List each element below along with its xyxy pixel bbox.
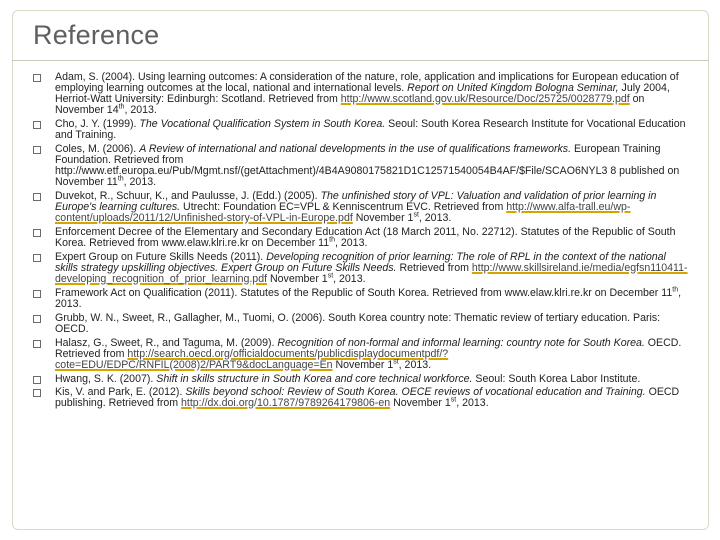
reference-text: Expert Group on Future Skills Needs (2011). (55, 250, 267, 263)
title-divider (12, 60, 709, 61)
reference-text: Duvekot, R., Schuur, K., and Paulusse, J. (Edd.) (2005). (55, 190, 321, 202)
reference-text: Cho, J. Y. (1999). (55, 118, 140, 131)
reference-text: Kis, V. and Park, E. (2012). (55, 386, 186, 399)
reference-item (33, 252, 688, 285)
square-bullet-icon (33, 229, 41, 237)
reference-text: Grubb, W. N., Sweet, R., Gallagher, M., Tuomi, O. (2006). South Korea country note: Thematic review of tertiary education. Paris: OECD. (55, 311, 661, 335)
reference-text: Retrieved from (396, 261, 472, 274)
reference-link[interactable]: http://www.skillsireland.ie/media/egfsn110411-developing_recognition_of_prior_learning.pdf (55, 261, 688, 286)
reference-item (33, 288, 688, 310)
reference-text: OECD. Retrieved from (55, 336, 682, 360)
reference-date: November 1 (332, 358, 394, 371)
reference-item (33, 227, 688, 249)
reference-text: Adam, S. (2004). Using learning outcomes: A consideration of the nature, role, application and implications for European education of employing learning outcomes at the local, national and international levels. (55, 71, 679, 95)
reference-link[interactable]: http://www.alfa-trall.eu/wp-content/uploads/2011/12/Unfinished-story-of-VPL-in-Europe.pdf (55, 201, 631, 225)
reference-year: , 2013. (335, 237, 368, 250)
reference-link[interactable]: http://www.scotland.gov.uk/Resource/Doc/25725/0028779.pdf (340, 93, 630, 106)
reference-date: November 1 (352, 212, 414, 225)
reference-italic: The Vocational Qualification System in South Korea. (139, 118, 386, 131)
reference-text: July 2004, Herriot-Watt University: Edinburgh: Scotland. Retrieved from (55, 82, 670, 106)
reference-item (33, 313, 688, 335)
reference-text: Halasz, G., Sweet, R., and Taguma, M. (2009). (55, 336, 278, 349)
reference-text: Framework Act on Qualification (2011). Statutes of the Republic of South Korea. Retrieved from www.elaw.klri.re.kr on December 11 (55, 286, 673, 299)
reference-item (33, 374, 688, 385)
ordinal-suffix: st (393, 358, 399, 366)
ordinal-suffix: st (413, 211, 419, 219)
reference-italic: Developing recognition of prior learning: The role of RPL in the context of the national skills strategy upskilling objectives. Expert Group on Future Skills Needs. (55, 250, 666, 274)
square-bullet-icon (33, 74, 41, 82)
reference-text: Utrecht: Foundation EC=VPL & Kenniscentrum EVC. Retrieved from (180, 201, 507, 214)
reference-item (33, 338, 688, 371)
square-bullet-icon (33, 254, 41, 262)
ordinal-suffix: st (450, 396, 457, 404)
ordinal-suffix: st (327, 272, 334, 280)
reference-list (33, 72, 688, 412)
reference-italic: Report on United Kingdom Bologna Seminar, (407, 82, 619, 95)
square-bullet-icon (33, 389, 41, 397)
ordinal-suffix: th (117, 175, 124, 183)
reference-italic: Recognition of non-formal and informal learning: country note for South Korea. (277, 336, 645, 349)
ordinal-suffix: th (329, 236, 336, 244)
reference-item (33, 119, 688, 141)
page-title: Reference (33, 20, 160, 50)
reference-year: , 2013. (55, 286, 682, 310)
reference-year: , 2013. (456, 397, 489, 410)
square-bullet-icon (33, 340, 41, 348)
square-bullet-icon (33, 193, 41, 201)
reference-year: , 2013. (398, 358, 432, 371)
reference-text: Enforcement Decree of the Elementary and Secondary Education Act (18 March 2011, No. 22712). Statutes of the Republic of South Korea. Retrieved from www.elaw.klri.re.kr on December 11 (55, 225, 676, 250)
reference-year: , 2013. (333, 273, 366, 286)
reference-item (33, 72, 688, 116)
reference-item (33, 387, 688, 409)
reference-date: November 1 (267, 273, 328, 286)
reference-year: , 2013. (418, 212, 452, 225)
reference-italic: Skills beyond school: Review of South Korea. OECE reviews of vocational education and Training. (185, 386, 646, 399)
reference-text: Seoul: South Korea Research Institute for Vocational Education and Training. (55, 118, 686, 142)
reference-item (33, 144, 688, 188)
reference-year: , 2013. (124, 104, 157, 117)
reference-italic: Shift in skills structure in South Korea and core technical workforce. (156, 372, 473, 385)
reference-text: Coles, M. (2006). (55, 142, 140, 155)
reference-text: OECD publishing. Retrieved from (55, 386, 680, 410)
reference-date: November 1 (390, 397, 451, 410)
ordinal-suffix: th (672, 286, 679, 294)
square-bullet-icon (33, 121, 41, 129)
reference-link[interactable]: http://search.oecd.org/officialdocuments/publicdisplaydocumentpdf/?cote=EDU/EDPC/RNFIL(2008)2/PART9&docLanguage=En (55, 347, 449, 371)
square-bullet-icon (33, 315, 41, 323)
square-bullet-icon (33, 290, 41, 298)
ordinal-suffix: th (118, 103, 125, 111)
reference-link[interactable]: http://dx.doi.org/10.1787/9789264179806-en (181, 397, 391, 410)
reference-year: , 2013. (123, 176, 157, 189)
reference-text: Hwang, S. K. (2007). (55, 372, 157, 385)
square-bullet-icon (33, 376, 41, 384)
reference-text: Seoul: South Korea Labor Institute. (472, 372, 641, 385)
reference-date: on November 14 (55, 93, 645, 117)
reference-italic: A Review of international and national developments in the use of qualifications frameworks. (139, 142, 572, 155)
reference-italic: The unfinished story of VPL: Valuation and validation of prior learning in Europe's learning cultures. (55, 190, 657, 214)
reference-text: European Training Foundation. Retrieved from http://www.etf.europa.eu/Pub/Mgmt.nsf/(getAttachment)/4B4A9080175821D1C12571540054B4AF/$File/SCAO6NYL3 8 published on November 11 (55, 142, 680, 189)
reference-item (33, 191, 688, 224)
square-bullet-icon (33, 146, 41, 154)
